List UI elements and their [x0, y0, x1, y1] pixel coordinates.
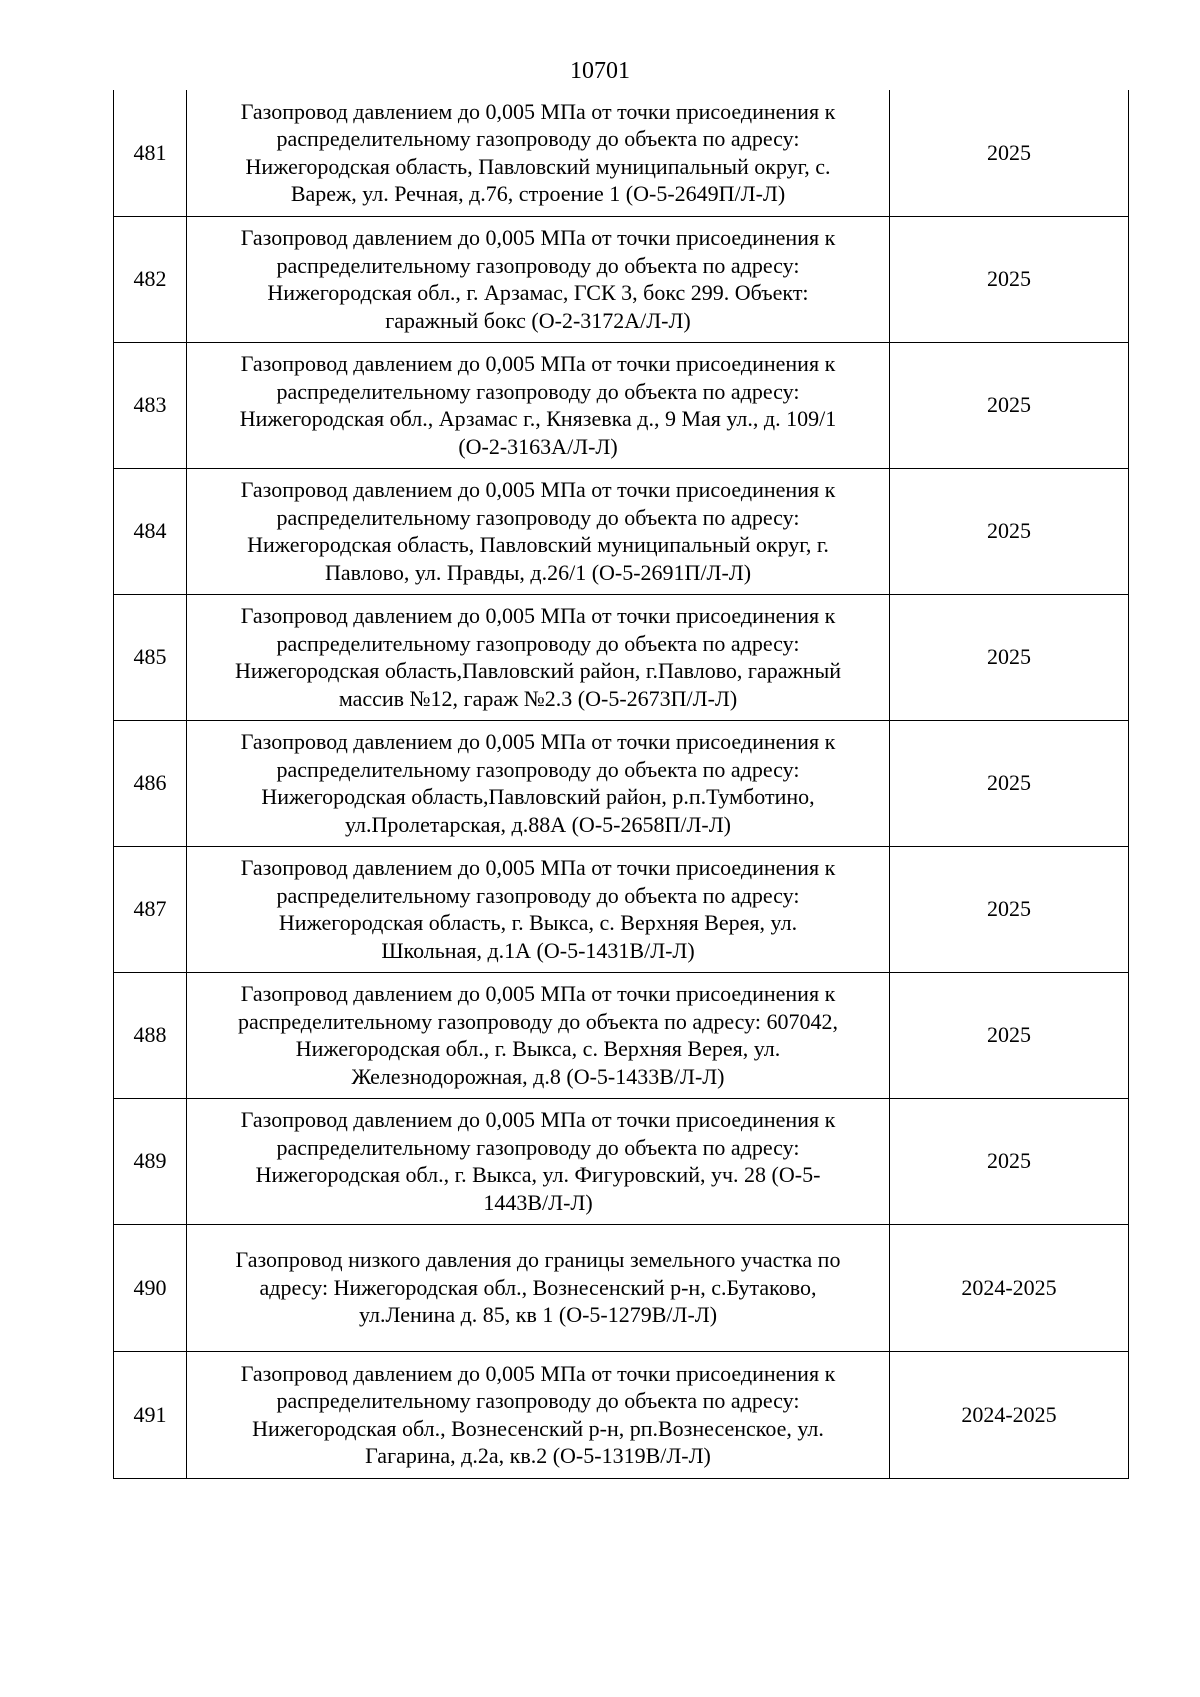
description-line: Нижегородская обл., Вознесенский р-н, рп.Вознесенское, ул. — [252, 1415, 824, 1441]
description-line: Нижегородская обл., г. Арзамас, ГСК 3, бокс 299. Объект: — [267, 280, 809, 305]
table-row — [114, 90, 1129, 216]
description-line: Гагарина, д.2а, кв.2 (О-5-1319В/Л-Л) — [365, 1443, 711, 1468]
description-line: (О-2-3163А/Л-Л) — [458, 433, 618, 459]
description-line: распределительному газопроводу до объекта по адресу: — [276, 378, 800, 404]
table-row — [114, 846, 1129, 972]
description-line: ул.Ленина д. 85, кв 1 (О-5-1279В/Л-Л) — [358, 1302, 718, 1328]
construction-year: 2024-2025 — [890, 1224, 1129, 1351]
row-number: 488 — [114, 972, 187, 1098]
description-line: Нижегородская область, Павловский муниципальный округ, г. — [247, 532, 829, 557]
page-number: 10701 — [570, 58, 630, 84]
object-description — [187, 1351, 890, 1478]
objects-table — [113, 90, 1129, 1479]
table-row — [114, 594, 1129, 720]
description-line: Газопровод давлением до 0,005 МПа от точки присоединения к — [240, 603, 836, 628]
description-line: адресу: Нижегородская обл., Вознесенский р-н, с.Бутаково, — [259, 1274, 817, 1300]
description-line: Нижегородская область, г. Выкса, с. Верхняя Верея, ул. — [278, 910, 798, 935]
description-line: распределительному газопроводу до объекта по адресу: — [276, 630, 800, 656]
construction-year: 2025 — [890, 216, 1129, 342]
description-line: Нижегородская обл., г. Выкса, ул. Фигуровский, уч. 28 (О-5- — [255, 1162, 821, 1187]
description-line: ул.Пролетарская, д.88А (О-5-2658П/Л-Л) — [345, 811, 731, 837]
table-body — [114, 90, 1129, 1478]
description-line: Железнодорожная, д.8 (О-5-1433В/Л-Л) — [351, 1063, 725, 1089]
construction-year: 2025 — [890, 972, 1129, 1098]
row-number: 485 — [114, 594, 187, 720]
description-line: распределительному газопроводу до объекта по адресу: — [276, 882, 800, 908]
description-line: распределительному газопроводу до объекта по адресу: — [276, 1388, 800, 1413]
row-number: 491 — [114, 1351, 187, 1478]
row-number: 486 — [114, 720, 187, 846]
description-line: 1443В/Л-Л) — [483, 1189, 593, 1215]
table-row — [114, 216, 1129, 342]
construction-year: 2025 — [890, 90, 1129, 216]
construction-year: 2025 — [890, 846, 1129, 972]
construction-year: 2024-2025 — [890, 1351, 1129, 1478]
table-row — [114, 1098, 1129, 1224]
description-line: распределительному газопроводу до объекта по адресу: 607042, — [238, 1008, 838, 1034]
row-number: 481 — [114, 90, 187, 216]
object-description — [187, 468, 890, 594]
description-line: Газопровод низкого давления до границы земельного участка по — [235, 1247, 841, 1273]
description-line: Газопровод давлением до 0,005 МПа от точки присоединения к — [240, 981, 836, 1006]
description-line: Вареж, ул. Речная, д.76, строение 1 (О-5-2649П/Л-Л) — [290, 181, 786, 207]
construction-year: 2025 — [890, 342, 1129, 468]
description-line: Павлово, ул. Правды, д.26/1 (О-5-2691П/Л-Л) — [324, 559, 752, 585]
row-number: 489 — [114, 1098, 187, 1224]
description-line: Газопровод давлением до 0,005 МПа от точки присоединения к — [240, 1360, 836, 1386]
description-line: Газопровод давлением до 0,005 МПа от точки присоединения к — [240, 855, 836, 880]
description-line: распределительному газопроводу до объекта по адресу: — [276, 1134, 800, 1160]
table-row — [114, 1224, 1129, 1351]
row-number: 487 — [114, 846, 187, 972]
description-line: Нижегородская область,Павловский район, г.Павлово, гаражный — [234, 658, 842, 683]
description-line: гаражный бокс (О-2-3172А/Л-Л) — [385, 307, 691, 333]
table-row — [114, 342, 1129, 468]
construction-year: 2025 — [890, 720, 1129, 846]
object-description — [187, 972, 890, 1098]
object-description — [187, 1098, 890, 1224]
object-description — [187, 720, 890, 846]
description-line: Нижегородская обл., г. Выкса, с. Верхняя Верея, ул. — [295, 1036, 781, 1061]
table-row — [114, 720, 1129, 846]
description-line: Газопровод давлением до 0,005 МПа от точки присоединения к — [240, 729, 836, 754]
object-description — [187, 846, 890, 972]
row-number: 483 — [114, 342, 187, 468]
description-line: распределительному газопроводу до объекта по адресу: — [276, 252, 800, 278]
object-description — [187, 1224, 890, 1351]
description-line: распределительному газопроводу до объекта по адресу: — [276, 504, 800, 530]
description-line: Нижегородская область,Павловский район, р.п.Тумботино, — [261, 784, 815, 809]
table-row — [114, 468, 1129, 594]
description-line: Газопровод давлением до 0,005 МПа от точки присоединения к — [240, 98, 836, 124]
table-row — [114, 972, 1129, 1098]
construction-year: 2025 — [890, 468, 1129, 594]
row-number: 482 — [114, 216, 187, 342]
description-line: массив №12, гараж №2.3 (О-5-2673П/Л-Л) — [338, 685, 738, 711]
object-description — [187, 594, 890, 720]
description-line: распределительному газопроводу до объекта по адресу: — [276, 756, 800, 782]
description-line: Нижегородская область, Павловский муниципальный округ, с. — [245, 153, 831, 179]
object-description — [187, 216, 890, 342]
description-line: Нижегородская обл., Арзамас г., Князевка д., 9 Мая ул., д. 109/1 — [239, 406, 837, 431]
construction-year: 2025 — [890, 1098, 1129, 1224]
table-row — [114, 1351, 1129, 1478]
description-line: Газопровод давлением до 0,005 МПа от точки присоединения к — [240, 351, 836, 376]
row-number: 490 — [114, 1224, 187, 1351]
row-number: 484 — [114, 468, 187, 594]
description-line: Газопровод давлением до 0,005 МПа от точки присоединения к — [240, 1107, 836, 1132]
description-line: Газопровод давлением до 0,005 МПа от точки присоединения к — [240, 477, 836, 502]
description-line: Газопровод давлением до 0,005 МПа от точки присоединения к — [240, 225, 836, 250]
description-line: Школьная, д.1А (О-5-1431В/Л-Л) — [381, 937, 695, 963]
object-description — [187, 342, 890, 468]
construction-year: 2025 — [890, 594, 1129, 720]
description-line: распределительному газопроводу до объекта по адресу: — [276, 126, 800, 152]
object-description — [187, 90, 890, 216]
